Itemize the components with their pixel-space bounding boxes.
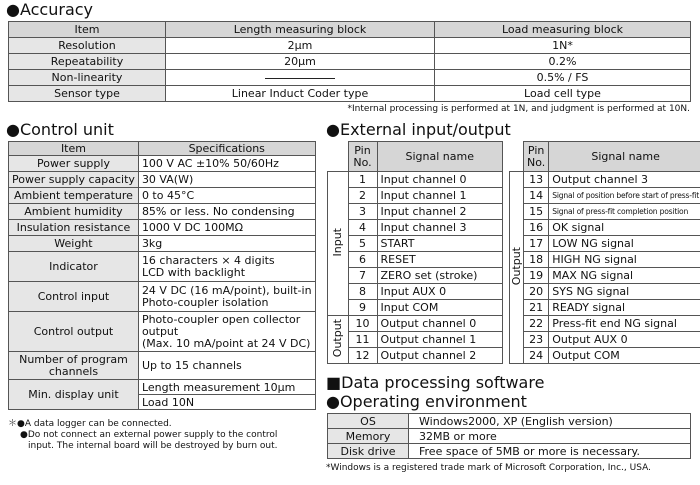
io-header-row	[510, 142, 700, 172]
io-pin: 1	[348, 172, 377, 188]
io-signal: Output channel 2	[377, 348, 503, 364]
io-pin: 21	[524, 300, 549, 316]
table-row	[9, 380, 316, 395]
accuracy-header-row	[9, 22, 691, 38]
table-row	[510, 252, 700, 268]
io-pin: 19	[524, 268, 549, 284]
environment-value: Windows2000, XP (English version)	[409, 414, 691, 429]
io-signal: Signal of position before start of press-fit	[549, 188, 700, 204]
table-row	[9, 172, 316, 188]
accuracy-item: Repeatability	[9, 54, 166, 70]
control-header-spec: Specifications	[138, 142, 315, 156]
table-row	[510, 332, 700, 348]
accuracy-item: Non-linearity	[9, 70, 166, 86]
io-signal: START	[377, 236, 503, 252]
table-row	[510, 268, 700, 284]
io-signal: HIGH NG signal	[549, 252, 700, 268]
io-pin: 5	[348, 236, 377, 252]
control-note-line: ＊●A data logger can be connected.	[8, 419, 172, 429]
io-signal: Input COM	[377, 300, 503, 316]
control-item-line: Number of program	[19, 352, 128, 366]
control-spec-line: Photo-coupler isolation	[141, 295, 269, 309]
control-item-line: channels	[48, 364, 99, 378]
table-row	[328, 444, 691, 459]
table-row	[328, 204, 503, 220]
control-spec-line: 24 V DC (16 mA/point), built-in	[141, 283, 312, 297]
accuracy-header-item: Item	[9, 22, 166, 38]
io-signal: Output channel 0	[377, 316, 503, 332]
control-spec: 3kg	[138, 236, 315, 252]
accuracy-length: Linear Induct Coder type	[166, 86, 435, 102]
io-signal: READY signal	[549, 300, 700, 316]
control-spec	[138, 312, 315, 352]
environment-item: Disk drive	[328, 444, 409, 459]
control-title: ●Control unit	[6, 120, 114, 139]
control-notes	[8, 419, 278, 452]
software-note: *Windows is a registered trade mark of Microsoft Corporation, Inc., USA.	[326, 463, 651, 473]
io-signal: Output channel 1	[377, 332, 503, 348]
io-corner	[328, 142, 349, 172]
control-spec: Length measurement 10μm	[138, 380, 315, 395]
accuracy-header-load: Load measuring block	[435, 22, 691, 38]
environment-value: 32MB or more	[409, 429, 691, 444]
io-pin: 3	[348, 204, 377, 220]
accuracy-length: 2μm	[166, 38, 435, 54]
control-item: Control output	[9, 312, 139, 352]
io-header-pin-line: No.	[353, 155, 372, 169]
table-row	[328, 284, 503, 300]
control-item: Weight	[9, 236, 139, 252]
io-group-output	[510, 172, 524, 364]
io-header-pin-line: Pin	[354, 143, 371, 157]
accuracy-length-dash	[166, 70, 435, 86]
io-pin: 16	[524, 220, 549, 236]
io-signal: OK signal	[549, 220, 700, 236]
io-signal: RESET	[377, 252, 503, 268]
io-corner	[510, 142, 524, 172]
control-item: Power supply	[9, 156, 139, 172]
control-item	[9, 352, 139, 380]
external-title: ●External input/output	[326, 120, 511, 139]
io-signal: Input channel 3	[377, 220, 503, 236]
control-spec: Up to 15 channels	[138, 352, 315, 380]
environment-item: Memory	[328, 429, 409, 444]
io-header-pin-line: Pin	[527, 143, 545, 157]
io-pin: 6	[348, 252, 377, 268]
table-row	[510, 220, 700, 236]
table-row	[510, 236, 700, 252]
control-header-item: Item	[9, 142, 139, 156]
control-note-line: ●Do not connect an external power supply to the control	[20, 430, 278, 440]
control-spec: 0 to 45°C	[138, 188, 315, 204]
io-pin: 18	[524, 252, 549, 268]
table-row	[9, 156, 316, 172]
control-item: Min. display unit	[9, 380, 139, 410]
accuracy-title: ●Accuracy	[6, 0, 94, 19]
table-row	[510, 204, 700, 220]
io-signal: Output channel 3	[549, 172, 700, 188]
table-row	[9, 312, 316, 352]
io-pin: 24	[524, 348, 549, 364]
io-pin: 15	[524, 204, 549, 220]
accuracy-item: Sensor type	[9, 86, 166, 102]
io-signal: Press-fit end NG signal	[549, 316, 700, 332]
io-table-left	[327, 141, 503, 364]
table-row	[510, 348, 700, 364]
accuracy-item: Resolution	[9, 38, 166, 54]
table-row	[328, 332, 503, 348]
control-spec-line: Photo-coupler open collector	[141, 312, 301, 326]
control-header-row	[9, 142, 316, 156]
table-row	[510, 284, 700, 300]
table-row	[9, 38, 691, 54]
table-row	[328, 172, 503, 188]
accuracy-load: 1N*	[435, 38, 691, 54]
io-pin: 22	[524, 316, 549, 332]
control-spec: 85% or less. No condensing	[138, 204, 315, 220]
io-header-signal: Signal name	[377, 142, 503, 172]
table-row	[510, 316, 700, 332]
table-row	[9, 236, 316, 252]
accuracy-header-length: Length measuring block	[166, 22, 435, 38]
table-row	[328, 300, 503, 316]
io-pin: 10	[348, 316, 377, 332]
environment-value: Free space of 5MB or more is necessary.	[409, 444, 691, 459]
io-pin: 20	[524, 284, 549, 300]
control-item: Indicator	[9, 252, 139, 282]
accuracy-load: 0.2%	[435, 54, 691, 70]
table-row	[9, 220, 316, 236]
io-signal: SYS NG signal	[549, 284, 700, 300]
table-row	[9, 86, 691, 102]
io-header-pin-line: No.	[527, 155, 546, 169]
table-row	[9, 352, 316, 380]
accuracy-load: Load cell type	[435, 86, 691, 102]
io-header-row	[328, 142, 503, 172]
io-group-input	[328, 172, 349, 316]
io-pin: 12	[348, 348, 377, 364]
io-pin: 7	[348, 268, 377, 284]
control-table	[8, 141, 316, 410]
control-spec-line: 16 characters × 4 digits	[141, 253, 275, 267]
io-signal: MAX NG signal	[549, 268, 700, 284]
control-spec-line: (Max. 10 mA/point at 24 V DC)	[141, 336, 311, 350]
io-pin: 17	[524, 236, 549, 252]
control-spec: 100 V AC ±10% 50/60Hz	[138, 156, 315, 172]
io-signal: Output COM	[549, 348, 700, 364]
io-signal: ZERO set (stroke)	[377, 268, 503, 284]
environment-item: OS	[328, 414, 409, 429]
io-pin: 23	[524, 332, 549, 348]
environment-table	[327, 413, 691, 459]
io-pin: 14	[524, 188, 549, 204]
table-row	[9, 252, 316, 282]
io-signal: Output AUX 0	[549, 332, 700, 348]
control-spec	[138, 252, 315, 282]
io-signal: Input channel 0	[377, 172, 503, 188]
io-header-signal: Signal name	[549, 142, 700, 172]
io-pin: 11	[348, 332, 377, 348]
io-header-pin	[348, 142, 377, 172]
io-signal: Input channel 2	[377, 204, 503, 220]
io-pin: 8	[348, 284, 377, 300]
control-spec	[138, 282, 315, 312]
control-spec: 1000 V DC 100MΩ	[138, 220, 315, 236]
table-row	[328, 316, 503, 332]
io-pin: 4	[348, 220, 377, 236]
accuracy-length: 20μm	[166, 54, 435, 70]
software-title: ■Data processing software	[326, 373, 545, 392]
environment-title: ●Operating environment	[326, 392, 527, 411]
control-spec-line: LCD with backlight	[141, 265, 246, 279]
dash-line	[265, 78, 335, 79]
control-note-line: input. The internal board will be destroyed by burn out.	[28, 441, 278, 451]
io-signal: Input channel 1	[377, 188, 503, 204]
control-item: Ambient humidity	[9, 204, 139, 220]
accuracy-note: *Internal processing is performed at 1N, and judgment is performed at 10N.	[347, 104, 690, 114]
io-pin: 2	[348, 188, 377, 204]
control-item: Control input	[9, 282, 139, 312]
accuracy-load: 0.5% / FS	[435, 70, 691, 86]
table-row	[328, 220, 503, 236]
table-row	[328, 414, 691, 429]
table-row	[9, 282, 316, 312]
io-signal: Input AUX 0	[377, 284, 503, 300]
table-row	[328, 348, 503, 364]
control-spec: Load 10N	[138, 395, 315, 410]
table-row	[9, 204, 316, 220]
io-pin: 9	[348, 300, 377, 316]
table-row	[328, 236, 503, 252]
io-group-label: Output	[331, 318, 345, 358]
table-row	[510, 172, 700, 188]
table-row	[9, 188, 316, 204]
control-item: Power supply capacity	[9, 172, 139, 188]
table-row	[510, 188, 700, 204]
io-signal: LOW NG signal	[549, 236, 700, 252]
io-group-label: Input	[331, 227, 345, 257]
table-row	[328, 429, 691, 444]
table-row	[328, 268, 503, 284]
control-item: Ambient temperature	[9, 188, 139, 204]
io-group-output	[328, 316, 349, 364]
table-row	[328, 188, 503, 204]
control-spec-line: output	[141, 324, 179, 338]
control-spec: 30 VA(W)	[138, 172, 315, 188]
io-group-label: Output	[510, 246, 523, 286]
table-row	[9, 54, 691, 70]
table-row	[510, 300, 700, 316]
io-signal: Signal of press-fit completion position	[549, 204, 700, 220]
table-row	[9, 70, 691, 86]
table-row	[328, 252, 503, 268]
io-table-right	[509, 141, 700, 364]
io-pin: 13	[524, 172, 549, 188]
control-item: Insulation resistance	[9, 220, 139, 236]
accuracy-table	[8, 21, 691, 102]
io-header-pin	[524, 142, 549, 172]
